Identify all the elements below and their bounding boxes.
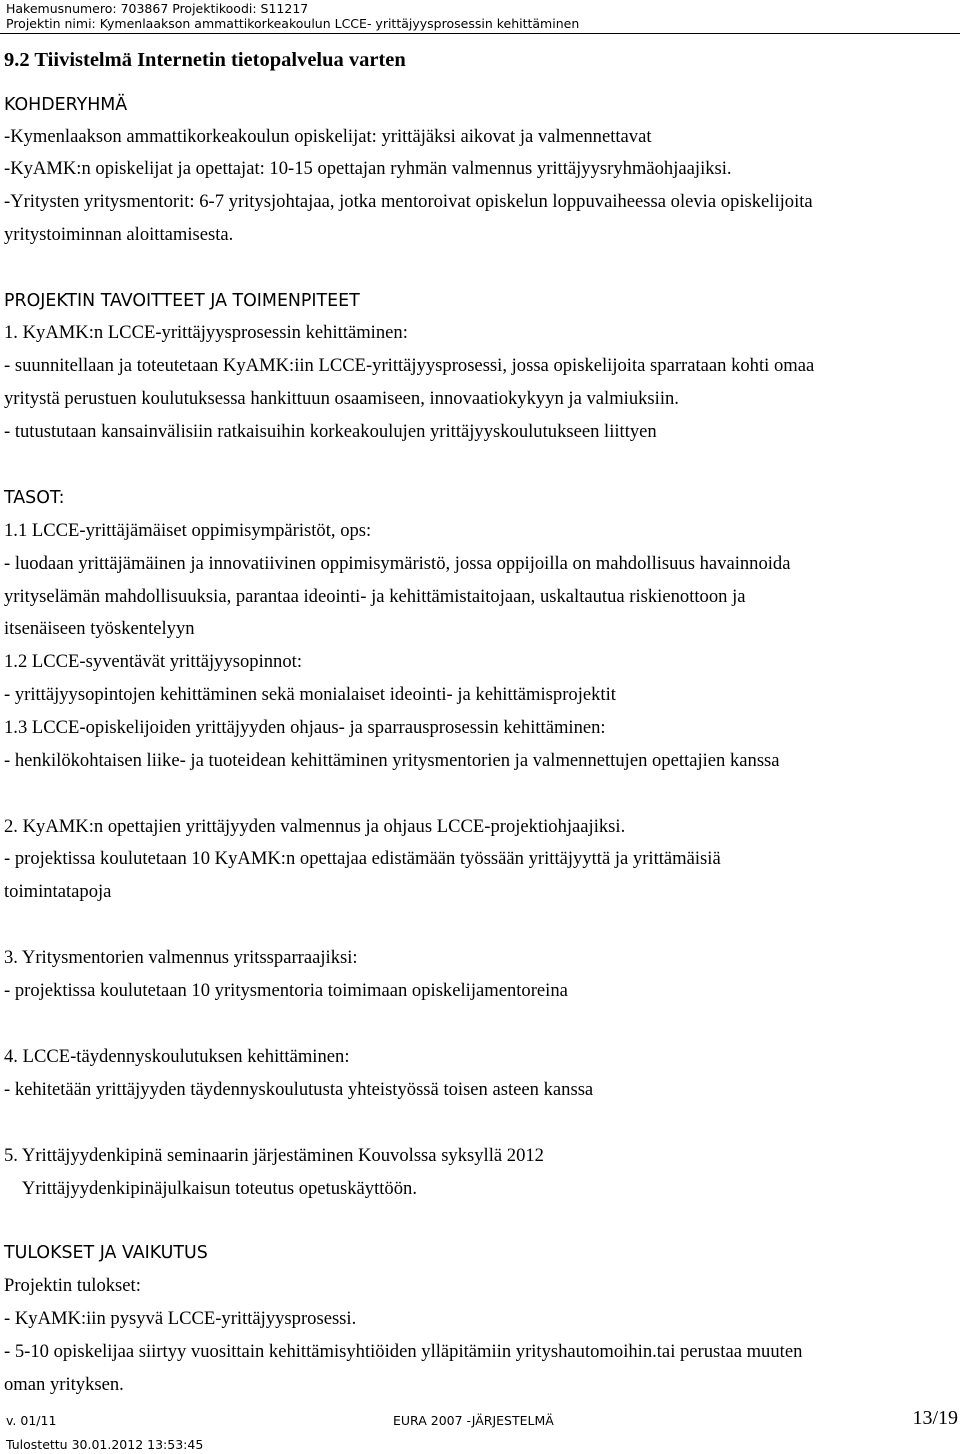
tavoitteet-line: yritystä perustuen koulutuksessa hankittuun osaamiseen, innovaatiokykyyn ja valmiuksiin. <box>4 388 679 409</box>
footer-system: EURA 2007 -JÄRJESTELMÄ <box>393 1413 554 1428</box>
tavoitteet-heading: PROJEKTIN TAVOITTEET JA TOIMENPITEET <box>4 291 360 311</box>
item-3-heading: 3. Yritysmentorien valmennus yritssparraajiksi: <box>4 947 358 968</box>
tasot-line: 1.3 LCCE-opiskelijoiden yrittäjyyden ohjaus- ja sparrausprosessin kehittäminen: <box>4 717 606 738</box>
header-application-number: Hakemusnumero: 703867 Projektikoodi: S11217 <box>6 1 309 16</box>
tavoitteet-line: - suunnitellaan ja toteutetaan KyAMK:iin LCCE-yrittäjyysprosessi, jossa opiskelijoita sparrataan kohti omaa <box>4 355 815 376</box>
header-divider <box>0 33 960 34</box>
kohderyhma-line: -Yritysten yritysmentorit: 6-7 yritysjohtajaa, jotka mentoroivat opiskelun loppuvaiheessa olevia opiskelijoita <box>4 191 813 212</box>
kohderyhma-line: -Kymenlaakson ammattikorkeakoulun opiskelijat: yrittäjäksi aikovat ja valmennettavat <box>4 126 652 147</box>
kohderyhma-heading: KOHDERYHMÄ <box>4 95 128 115</box>
kohderyhma-line: yritystoiminnan aloittamisesta. <box>4 224 234 245</box>
footer-version: v. 01/11 <box>6 1413 57 1428</box>
tavoitteet-line: - tutustutaan kansainvälisiin ratkaisuihin korkeakoulujen yrittäjyyskoulutukseen liittyen <box>4 421 657 442</box>
tasot-line: 1.2 LCCE-syventävät yrittäjyysopinnot: <box>4 651 302 672</box>
kohderyhma-line: -KyAMK:n opiskelijat ja opettajat: 10-15 opettajan ryhmän valmennus yrittäjyysryhmäohjaajiksi. <box>4 158 732 179</box>
section-title: 9.2 Tiivistelmä Internetin tietopalvelua varten <box>4 49 406 71</box>
tulokset-line: - 5-10 opiskelijaa siirtyy vuosittain kehittämisyhtiöiden ylläpitämiin yrityshautomoihin.tai perustaa muuten <box>4 1341 803 1362</box>
tulokset-line: Projektin tulokset: <box>4 1275 141 1296</box>
tulokset-line: - KyAMK:iin pysyvä LCCE-yrittäjyysprosessi. <box>4 1308 357 1329</box>
tavoitteet-line: 1. KyAMK:n LCCE-yrittäjyysprosessin kehittäminen: <box>4 322 408 343</box>
tasot-line: itsenäiseen työskentelyyn <box>4 618 195 639</box>
footer-printed-timestamp: Tulostettu 30.01.2012 13:53:45 <box>6 1437 204 1452</box>
tasot-line: - luodaan yrittäjämäinen ja innovatiivinen oppimisymäristö, jossa oppijoilla on mahdollisuus havainnoida <box>4 553 791 574</box>
tasot-line: - henkilökohtaisen liike- ja tuoteidean kehittäminen yritysmentorien ja valmennettujen opettajien kanssa <box>4 750 780 771</box>
item-4-heading: 4. LCCE-täydennyskoulutuksen kehittäminen: <box>4 1046 350 1067</box>
tasot-heading: TASOT: <box>4 488 65 508</box>
tasot-line: 1.1 LCCE-yrittäjämäiset oppimisympäristöt, ops: <box>4 520 372 541</box>
item-2-line: - projektissa koulutetaan 10 KyAMK:n opettajaa edistämään työssään yrittäjyyttä ja yrittämäisiä <box>4 848 721 869</box>
item-5-line: Yrittäjyydenkipinäjulkaisun toteutus opetuskäyttöön. <box>4 1178 417 1199</box>
tulokset-line: oman yrityksen. <box>4 1374 124 1395</box>
item-4-line: - kehitetään yrittäjyyden täydennyskoulutusta yhteistyössä toisen asteen kanssa <box>4 1079 594 1100</box>
item-2-line: toimintatapoja <box>4 881 112 902</box>
item-3-line: - projektissa koulutetaan 10 yritysmentoria toimimaan opiskelijamentoreina <box>4 980 568 1001</box>
tasot-line: - yrittäjyysopintojen kehittäminen sekä monialaiset ideointi- ja kehittämisprojektit <box>4 684 616 705</box>
item-2-heading: 2. KyAMK:n opettajien yrittäjyyden valmennus ja ohjaus LCCE-projektiohjaajiksi. <box>4 816 626 837</box>
header-project-name: Projektin nimi: Kymenlaakson ammattikorkeakoulun LCCE- yrittäjyysprosessin kehittäminen <box>6 16 580 31</box>
tulokset-heading: TULOKSET JA VAIKUTUS <box>4 1243 208 1263</box>
tasot-line: yrityselämän mahdollisuuksia, parantaa ideointi- ja kehittämistaitojaan, uskaltautua riskienottoon ja <box>4 586 746 607</box>
footer-page-number: 13/19 <box>912 1407 958 1429</box>
item-5-heading: 5. Yrittäjyydenkipinä seminaarin järjestäminen Kouvolssa syksyllä 2012 <box>4 1145 544 1166</box>
